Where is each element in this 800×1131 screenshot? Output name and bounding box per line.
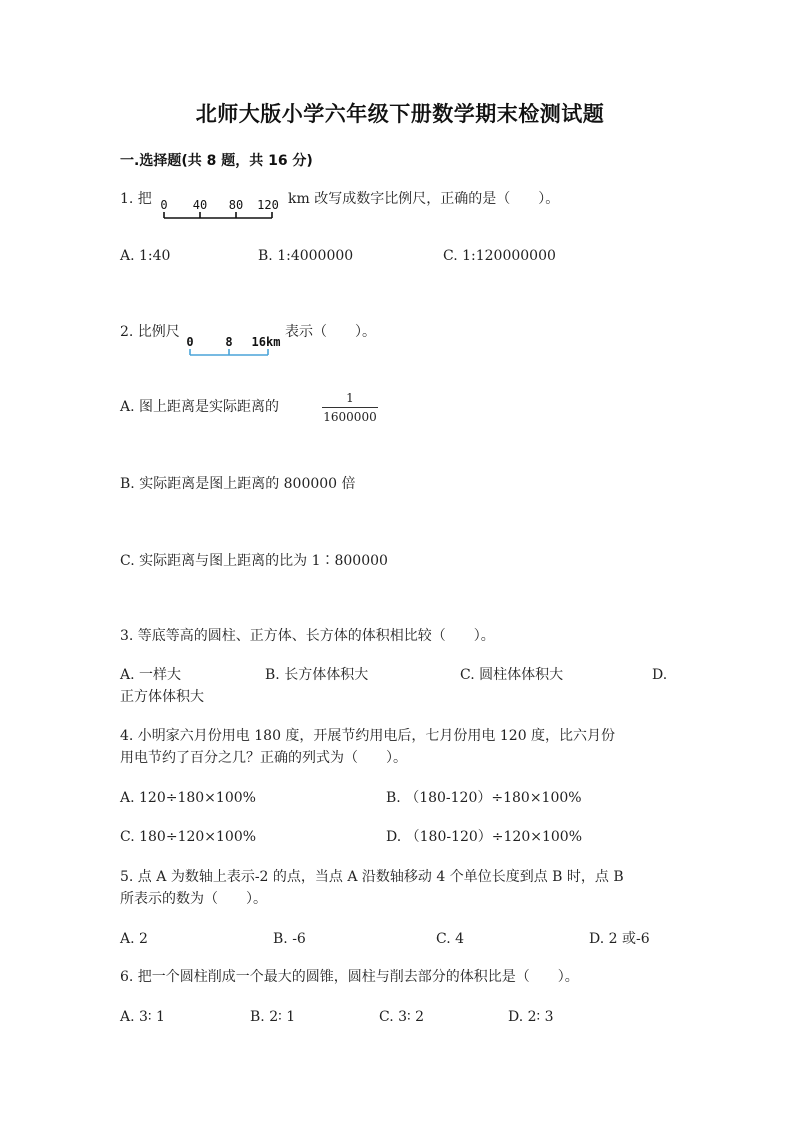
q4-stem-line1: 4. 小明家六月份用电 180 度，开展节约用电后，七月份用电 120 度，比六月份 xyxy=(120,728,616,744)
q3-option-c: C. 圆柱体体积大 xyxy=(460,667,564,683)
q2-prefix: 2. 比例尺 xyxy=(120,324,180,340)
q5-stem-line1: 5. 点 A 为数轴上表示-2 的点，当点 A 沿数轴移动 4 个单位长度到点 B 时，点 B xyxy=(120,869,624,885)
q3-option-a: A. 一样大 xyxy=(120,667,182,683)
q5-stem-line2: 所表示的数为（ ）。 xyxy=(120,891,267,907)
q5-option-a: A. 2 xyxy=(120,931,148,947)
q5-option-b: B. -6 xyxy=(273,931,306,947)
q4-option-a: A. 120÷180×100% xyxy=(120,790,256,806)
q3-option-d: D. xyxy=(652,667,668,683)
q3-stem: 3. 等底等高的圆柱、正方体、长方体的体积相比较（ ）。 xyxy=(120,628,495,644)
q6-option-a: A. 3∶ 1 xyxy=(120,1009,165,1025)
q4-option-b: B. （180-120）÷180×100% xyxy=(386,790,582,806)
q4-option-d: D. （180-120）÷120×100% xyxy=(386,829,583,845)
q4-option-c: C. 180÷120×100% xyxy=(120,829,257,845)
fraction-numerator: 1 xyxy=(346,391,354,405)
q6-option-c: C. 3∶ 2 xyxy=(379,1009,425,1025)
q1-option-a: A. 1:40 xyxy=(120,248,171,264)
q2-fraction xyxy=(322,391,378,424)
q2-scale-bar xyxy=(186,336,286,362)
fraction-denominator: 1600000 xyxy=(323,410,377,424)
fraction-bar xyxy=(322,407,378,408)
q2-scale-label: 0 xyxy=(186,335,194,349)
q5-option-c: C. 4 xyxy=(436,931,465,947)
q6-option-d: D. 2∶ 3 xyxy=(508,1009,554,1025)
q3-option-b: B. 长方体体积大 xyxy=(265,667,369,683)
q1-scale-bar xyxy=(158,196,283,224)
page-title: 北师大版小学六年级下册数学期末检测试题 xyxy=(195,102,605,126)
q3-option-d-continued: 正方体体积大 xyxy=(120,689,204,705)
q1-prefix: 1. 把 xyxy=(120,191,152,207)
q2-option-c: C. 实际距离与图上距离的比为 1∶800000 xyxy=(120,553,388,569)
q1-scale-label: 80 xyxy=(228,198,244,212)
q2-scale-label: 16km xyxy=(251,335,281,349)
q1-scale-label: 0 xyxy=(160,198,168,212)
q1-scale-label: 40 xyxy=(192,198,208,212)
q6-option-b: B. 2∶ 1 xyxy=(250,1009,296,1025)
q2-option-b: B. 实际距离是图上距离的 800000 倍 xyxy=(120,476,356,492)
q2-option-a: A. 图上距离是实际距离的 xyxy=(120,399,280,415)
q2-scale-label: 8 xyxy=(225,335,233,349)
q1-scale-label: 120 xyxy=(257,198,279,212)
section-heading: 一.选择题(共 8 题，共 16 分) xyxy=(120,153,313,169)
q4-stem-line2: 用电节约了百分之几？正确的列式为（ ）。 xyxy=(120,750,407,766)
q6-stem: 6. 把一个圆柱削成一个最大的圆锥，圆柱与削去部分的体积比是（ ）。 xyxy=(120,969,579,985)
q1-option-b: B. 1:4000000 xyxy=(258,248,354,264)
q5-option-d: D. 2 或-6 xyxy=(589,931,650,947)
q2-stem-suffix: 表示（ ）。 xyxy=(285,324,376,340)
q1-option-c: C. 1:120000000 xyxy=(443,248,556,264)
q1-stem-suffix: km 改写成数字比例尺，正确的是（ ）。 xyxy=(288,191,560,207)
